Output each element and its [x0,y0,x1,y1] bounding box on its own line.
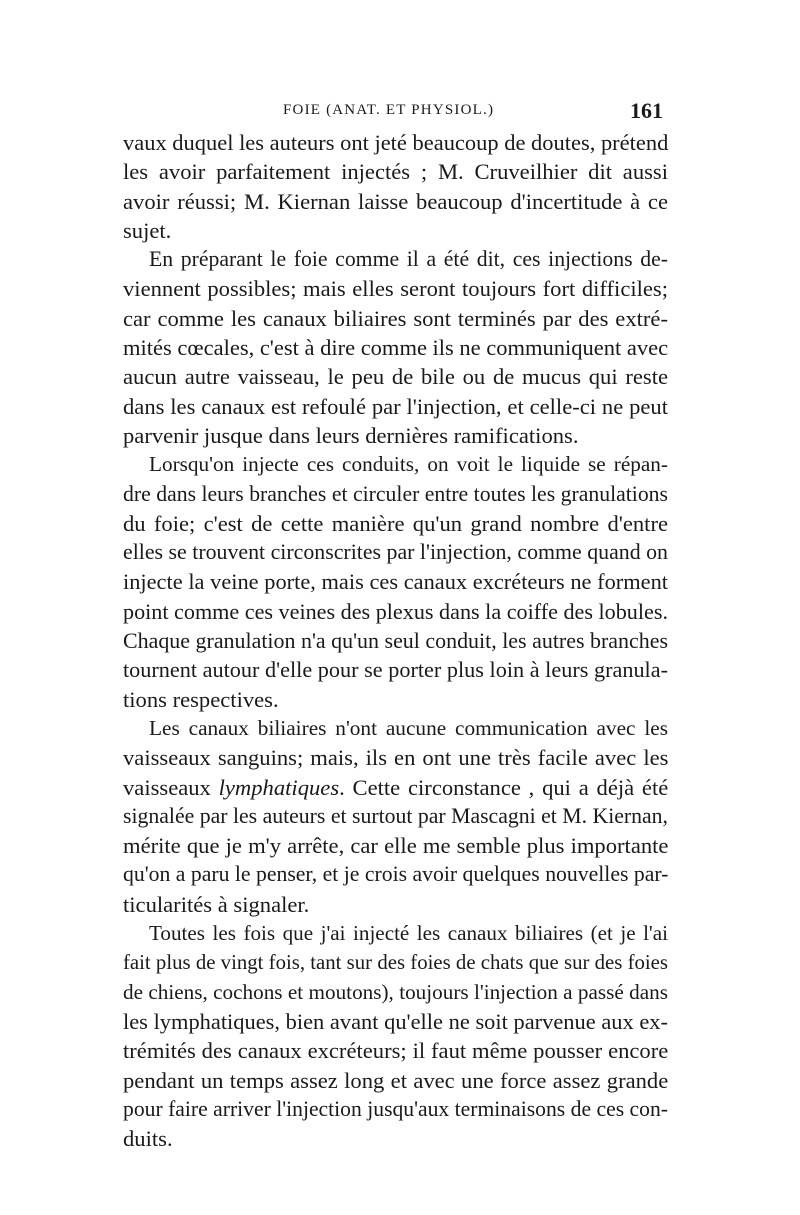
paragraph-3 [123,450,668,714]
text-line [123,773,668,802]
text-line: qu'on a paru le penser, et je crois avoir quelques nouvelles par- [123,862,669,887]
text-line: pour faire arriver l'injection jusqu'aux terminaisons de ces con- [123,1096,668,1121]
text-line: aucun autre vaisseau, le peu de bile ou de mucus qui reste [123,364,668,390]
text-line: les avoir parfaitement injectés ; M. Cruveilhier dit aussi [123,159,668,185]
text-line: avoir réussi; M. Kiernan laisse beaucoup d'incertitude à ce [123,188,668,214]
paragraph-5 [123,919,668,1153]
text-line: vaisseaux sanguins; mais, ils en ont une très facile avec les [123,745,669,771]
paragraph-4 [123,714,668,919]
text-line: elles se trouvent circonscrites par l'injection, comme quand on [123,540,668,565]
text-line: ticularités à signaler. [123,891,310,917]
text-line: mités cœcales, c'est à dire comme ils ne communiquent avec [123,335,669,361]
text-segment: . Cette circonstance , qui a déjà été [339,774,669,800]
text-line: Les canaux biliaires n'ont aucune communication avec les [149,715,668,740]
text-line: parvenir jusque dans leurs dernières ramifications. [123,422,579,448]
text-line: pendant un temps assez long et avec une force assez grande [123,1067,669,1093]
running-head [123,98,663,128]
text-line: duits. [123,1126,173,1152]
running-head-title: FOIE (ANAT. ET PHYSIOL.) [283,102,495,118]
text-line: les lymphatiques, bien avant qu'elle ne soit parvenue aux ex- [123,1008,668,1034]
page-number: 161 [630,98,663,123]
text-line: Toutes les fois que j'ai injecté les canaux biliaires (et je l'ai [149,921,668,946]
text-line: sujet. [123,217,172,243]
text-line: injecte la veine porte, mais ces canaux excréteurs ne forment [123,569,668,595]
text-line: du foie; c'est de cette manière qu'un grand nombre d'entre [123,510,668,536]
text-line: car comme les canaux biliaires sont terminés par des extré- [123,305,668,331]
text-line: dans les canaux est refoulé par l'injection, et celle-ci ne peut [123,393,668,419]
body-text [123,128,668,1153]
text-segment: vaisseaux [123,774,219,800]
text-line: dre dans leurs branches et circuler entre toutes les granulations [123,481,668,506]
text-line: signalée par les auteurs et surtout par Mascagni et M. Kiernan, [123,803,668,828]
text-line: viennent possibles; mais elles seront toujours fort difficiles; [123,276,668,302]
text-line: Lorsqu'on injecte ces conduits, on voit le liquide se répan- [149,452,668,477]
text-line: Chaque granulation n'a qu'un seul conduit, les autres branches [123,628,668,654]
text-line: mérite que je m'y arrête, car elle me semble plus importante [123,833,669,859]
text-line: point comme ces veines des plexus dans la coiffe des lobules. [123,598,668,624]
text-line: trémités des canaux excréteurs; il faut même pousser encore [123,1038,669,1064]
text-line: En préparant le foie comme il a été dit, ces injections de- [149,247,668,272]
text-line: vaux duquel les auteurs ont jeté beaucoup de doutes, prétend [123,130,669,155]
text-line: fait plus de vingt fois, tant sur des foies de chats que sur des foies [123,951,668,975]
text-line: tions respectives. [123,686,279,712]
italic-term: lymphatiques [218,774,340,800]
text-line: tournent autour d'elle pour se porter plus loin à leurs granula- [123,657,668,683]
text-line: de chiens, cochons et moutons), toujours l'injection a passé dans [123,979,668,1004]
paragraph-1 [123,128,668,245]
paragraph-2 [123,245,668,450]
